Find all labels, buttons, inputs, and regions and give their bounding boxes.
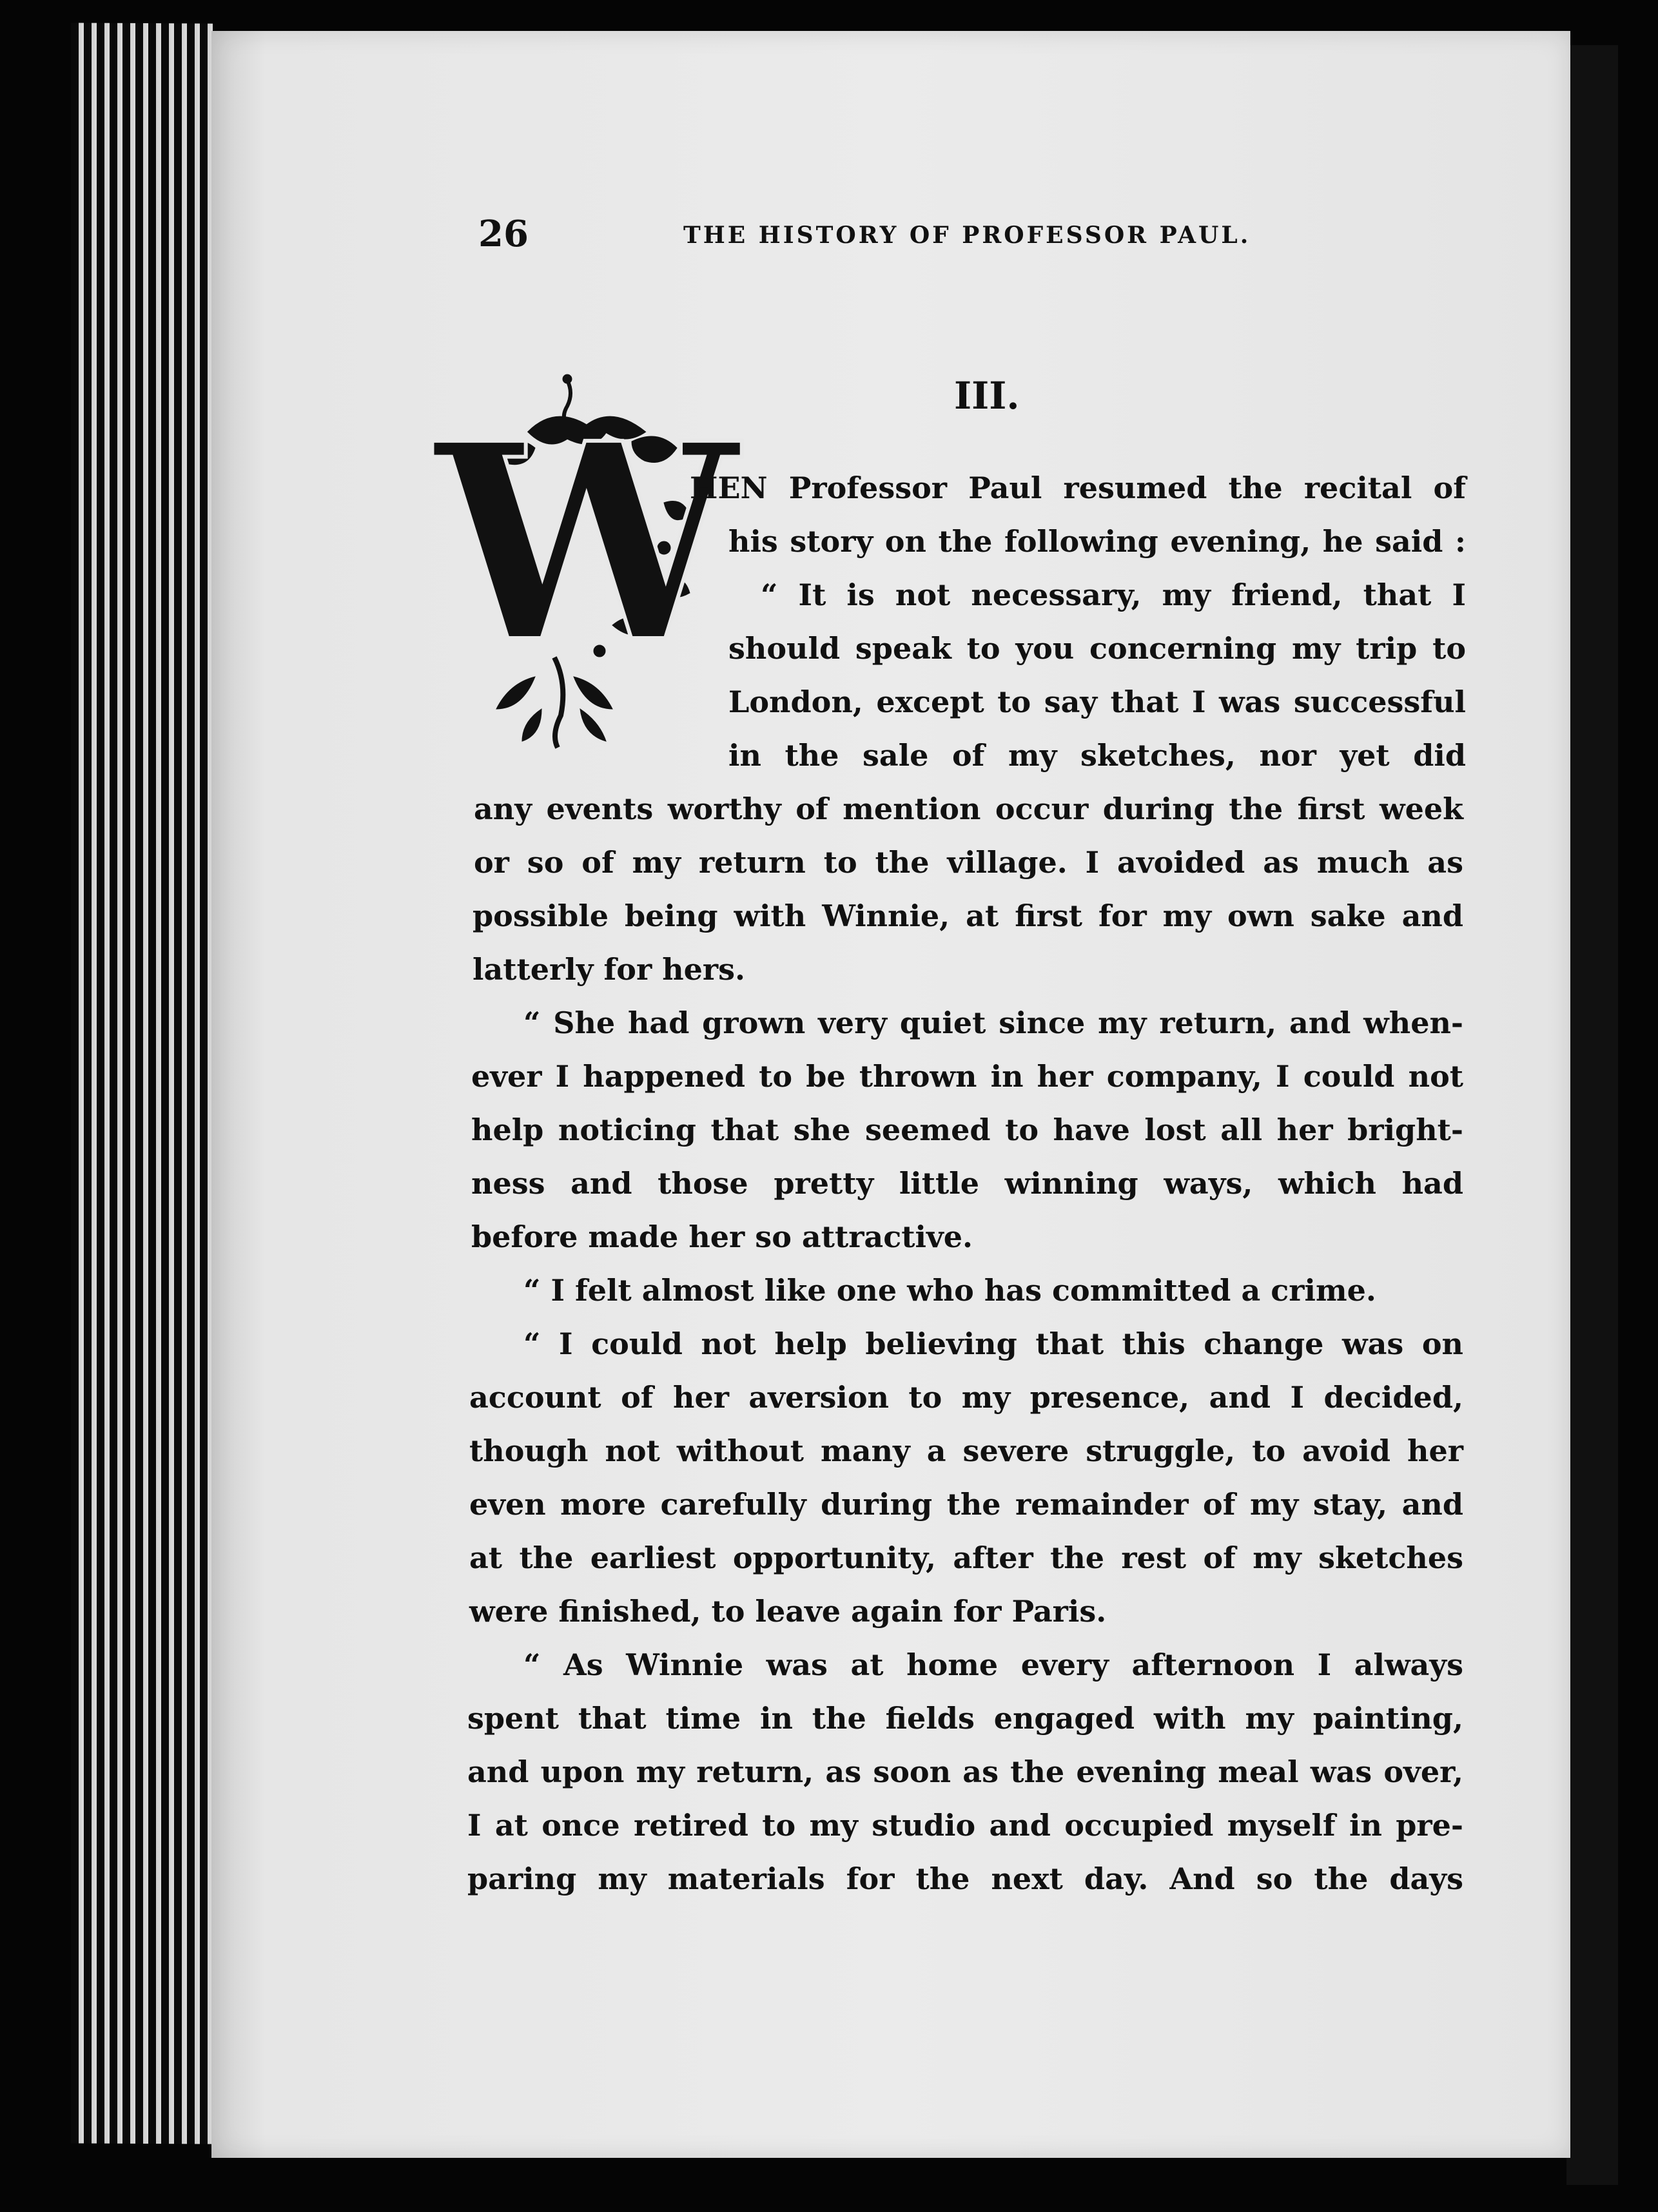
body-line: help noticing that she seemed to have lost all her bright- xyxy=(471,1112,1463,1147)
drop-cap-letter: W xyxy=(434,385,739,703)
body-line: latterly for hers. xyxy=(473,952,746,987)
body-line: account of her aversion to my presence, and I decided, xyxy=(469,1380,1463,1415)
body-line: ness and those pretty little winning ways, which had xyxy=(471,1166,1463,1201)
body-line: though not without many a severe struggle, to avoid her xyxy=(469,1433,1463,1468)
body-line: “ She had grown very quiet since my return, and when- xyxy=(523,1005,1463,1040)
body-line: and upon my return, as soon as the evening meal was over, xyxy=(467,1754,1463,1789)
body-line: ever I happened to be thrown in her company, I could not xyxy=(471,1059,1463,1094)
page-header xyxy=(478,213,1471,264)
book-page-edges xyxy=(71,23,213,2144)
page-number: 26 xyxy=(478,213,529,255)
body-line: were finished, to leave again for Paris. xyxy=(469,1594,1107,1629)
body-line: “ I could not help believing that this change was on xyxy=(523,1326,1463,1361)
body-line: or so of my return to the village. I avoided as much as xyxy=(474,845,1463,880)
running-title: THE HISTORY OF PROFESSOR PAUL. xyxy=(683,222,1251,249)
body-line: possible being with Winnie, at first for my own sake and xyxy=(473,898,1463,933)
page-shadow xyxy=(1566,45,1618,2185)
body-line: in the sale of my sketches, nor yet did xyxy=(728,738,1466,773)
body-line: London, except to say that I was successful xyxy=(728,684,1466,719)
body-line: “ As Winnie was at home every afternoon I always xyxy=(523,1647,1463,1682)
body-line: paring my materials for the next day. And so the days xyxy=(467,1861,1463,1896)
body-line: “ It is not necessary, my friend, that I xyxy=(761,577,1466,612)
body-line: HEN Professor Paul resumed the recital of xyxy=(690,471,1466,505)
body-line: even more carefully during the remainder of my stay, and xyxy=(469,1487,1463,1522)
body-line: spent that time in the fields engaged with my painting, xyxy=(467,1701,1463,1736)
body-line: “ I felt almost like one who has committed a crime. xyxy=(523,1273,1376,1308)
body-line: before made her so attractive. xyxy=(471,1219,973,1254)
body-line: at the earliest opportunity, after the rest of my sketches xyxy=(469,1540,1463,1575)
ornamental-drop-cap xyxy=(434,374,739,748)
body-line: should speak to you concerning my trip to xyxy=(728,631,1466,666)
chapter-heading: III. xyxy=(954,374,1020,418)
body-line: I at once retired to my studio and occupied myself in pre- xyxy=(467,1808,1463,1843)
body-line: his story on the following evening, he said : xyxy=(728,524,1466,559)
body-line: any events worthy of mention occur during the first week xyxy=(474,791,1463,826)
